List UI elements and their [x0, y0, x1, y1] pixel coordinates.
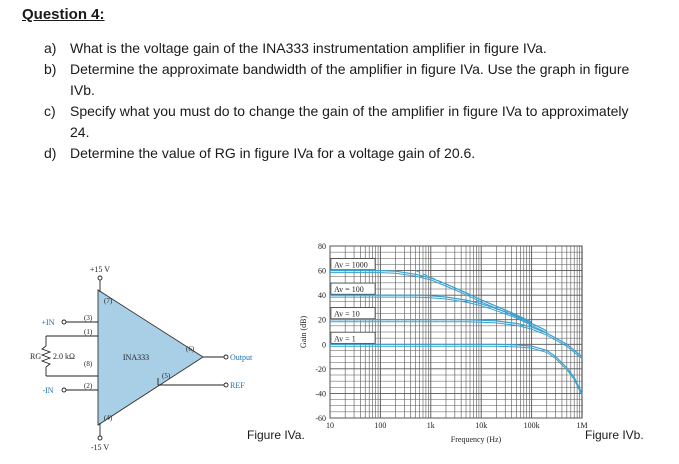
supply-pos-label: +15 V — [89, 265, 111, 274]
part-text: What is the voltage gain of the INA333 instrumentation amplifier in figure IVa. — [70, 40, 547, 56]
series-label: Av = 100 — [334, 285, 364, 295]
rg-label: RG — [30, 352, 42, 361]
pin-2-label: (2) — [84, 382, 93, 390]
gain-frequency-chart — [290, 236, 590, 464]
y-tick-label: -60 — [315, 414, 326, 423]
supply-neg-label: -15 V — [90, 443, 110, 452]
question-part-a — [44, 38, 644, 59]
figure-iva-caption: Figure IVa. — [247, 428, 305, 442]
question-list — [44, 38, 644, 164]
output-label: Output — [230, 353, 253, 362]
x-tick-label: 10 — [326, 421, 334, 430]
y-tick-label: 0 — [322, 340, 326, 350]
in-pos-label: +IN — [41, 318, 55, 327]
pin-7-label: (7) — [104, 297, 113, 305]
x-tick-label: 1k — [426, 421, 435, 430]
question-part-b — [44, 59, 644, 101]
question-part-c — [44, 101, 644, 143]
ref-label: REF — [230, 381, 245, 390]
pin-1-label: (1) — [84, 328, 93, 336]
y-tick-label: 20 — [318, 315, 326, 325]
chip-label: INA333 — [122, 353, 150, 362]
y-tick-label: -20 — [315, 364, 326, 374]
x-tick-label: 100k — [523, 421, 540, 430]
series-label: Av = 1000 — [334, 260, 368, 270]
y-axis-label: Gain (dB) — [299, 315, 308, 349]
part-letter: a) — [44, 40, 57, 56]
part-text: Specify what you must do to change the gain of the amplifier in figure IVa to approximately 24. — [70, 103, 629, 140]
rg-resistor — [42, 346, 50, 367]
part-letter: b) — [44, 61, 57, 77]
x-tick-label: 100 — [374, 421, 387, 430]
pin-4-label: (4) — [104, 414, 113, 422]
question-part-d — [44, 143, 644, 164]
series-label: Av = 10 — [334, 309, 360, 319]
x-tick-label: 1M — [576, 421, 588, 430]
y-tick-label: 80 — [318, 242, 326, 251]
y-tick-label: -40 — [315, 389, 326, 399]
part-letter: c) — [44, 103, 56, 119]
part-text: Determine the value of RG in figure IVa for a voltage gain of 20.6. — [70, 145, 476, 161]
y-tick-label: 60 — [318, 266, 326, 276]
pin-8-label: (8) — [84, 360, 93, 368]
pin-5-label: (5) — [162, 372, 171, 380]
pin-3-label: (3) — [84, 314, 93, 322]
part-text: Determine the approximate bandwidth of the amplifier in figure IVa. Use the graph in figure IVb. — [70, 61, 630, 98]
series-label: Av = 1 — [334, 334, 356, 344]
part-letter: d) — [44, 145, 57, 161]
in-neg-label: -IN — [42, 386, 54, 395]
amplifier-triangle — [98, 290, 203, 425]
x-axis-label: Frequency (Hz) — [450, 435, 502, 444]
figure-ivb-caption: Figure IVb. — [585, 428, 644, 442]
y-tick-label: 40 — [318, 291, 326, 301]
question-heading: Question 4: — [22, 6, 105, 23]
rg-value: 2.0 kΩ — [53, 352, 75, 361]
pin-6-label: (6) — [186, 345, 195, 353]
x-tick-label: 10k — [475, 421, 488, 430]
